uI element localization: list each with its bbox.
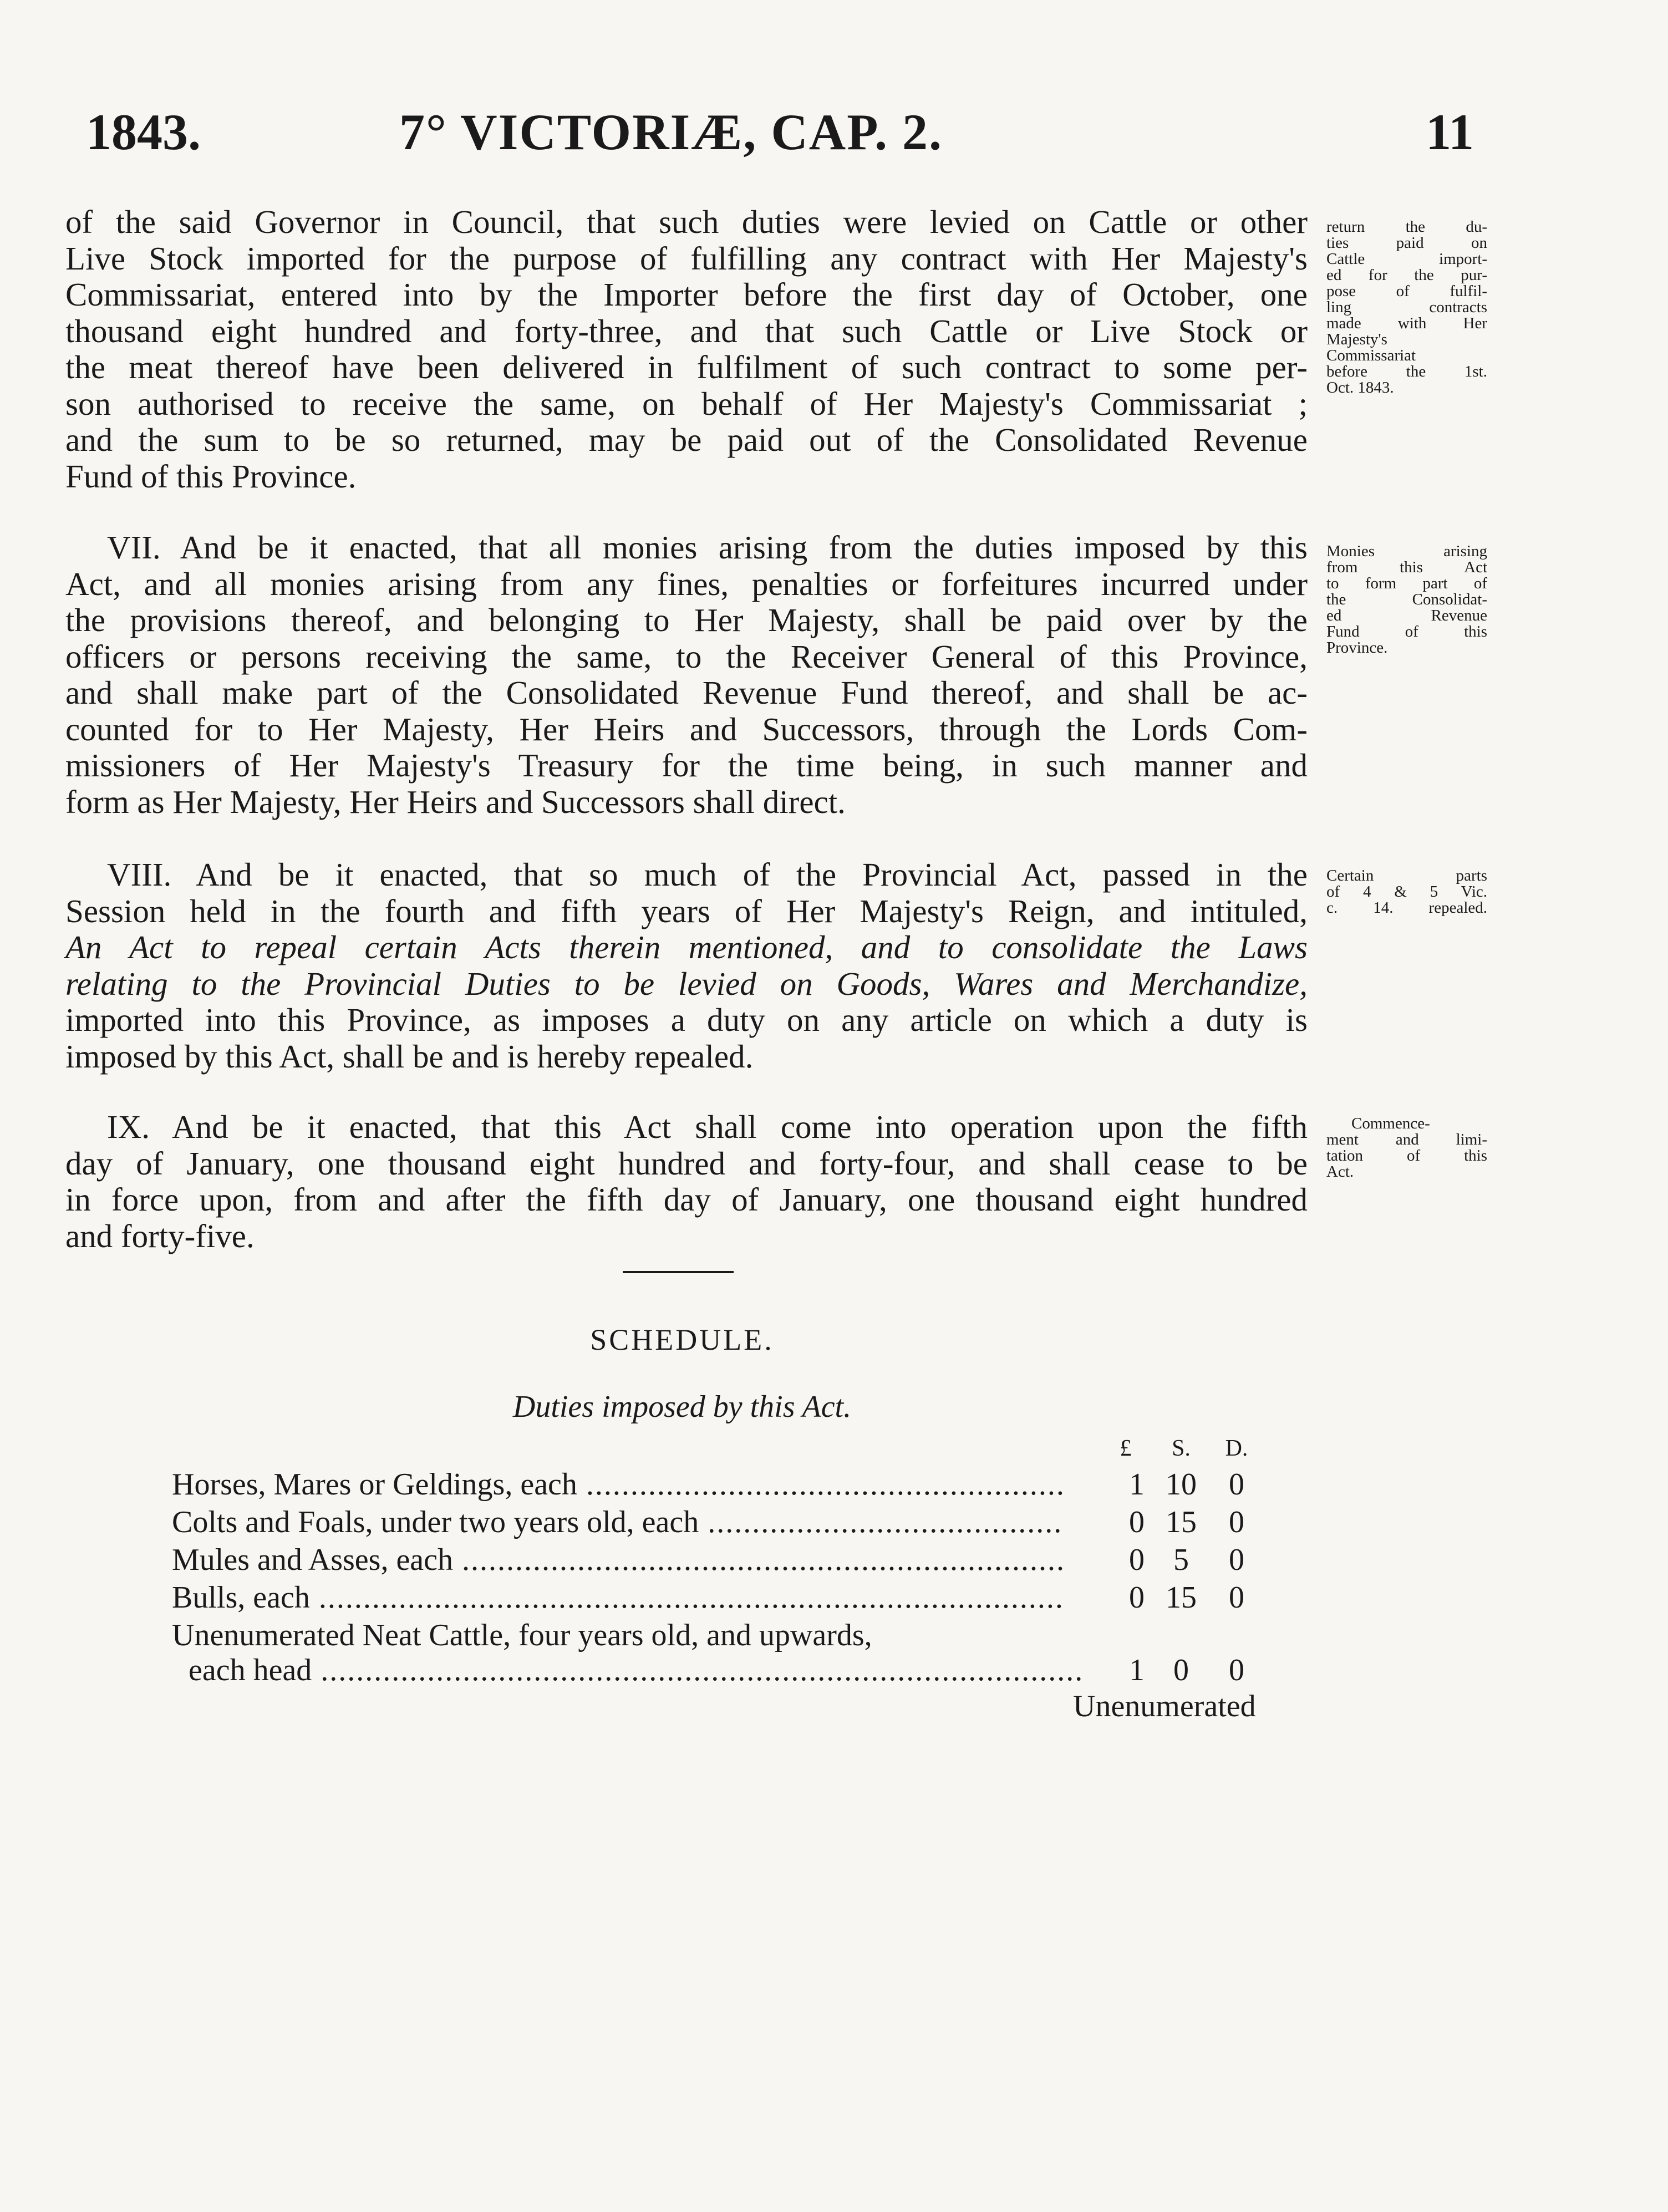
note-line: Act.: [1326, 1163, 1354, 1181]
schedule-subtitle: Duties imposed by this Act.: [512, 1390, 852, 1424]
amount-pounds: 1: [1129, 1467, 1145, 1502]
text-line: thousand eight hundred and forty-three, and that such Cattle or Live Stock or: [65, 312, 1308, 349]
text-line: imported into this Province, as imposes a duty on any article on which a duty is: [65, 1001, 1308, 1038]
text-line: form as Her Majesty, Her Heirs and Successors shall direct.: [65, 783, 846, 820]
note-line: ed Revenue: [1326, 607, 1487, 624]
schedule-row: [172, 1652, 1281, 1690]
pence-header: D.: [1225, 1436, 1248, 1461]
amount-pounds: 0: [1129, 1580, 1145, 1615]
header-title: 7° VICTORIÆ, CAP. 2.: [399, 104, 943, 160]
text-line: son authorised to receive the same, on behalf of Her Majesty's Commissariat ;: [65, 385, 1308, 422]
text-line: day of January, one thousand eight hundred and forty-four, and shall cease to be: [65, 1145, 1308, 1182]
marginal-note-commencement: [1326, 1116, 1487, 1180]
section-vii: [65, 530, 1308, 820]
marginal-note-return-duties: [1326, 219, 1487, 396]
schedule-item: Horses, Mares or Geldings, each .....: [172, 1467, 1065, 1502]
amount-pence: 0: [1229, 1580, 1244, 1615]
schedule-column-headers: [1103, 1435, 1270, 1468]
schedule-item: Bulls, each .....: [172, 1580, 1065, 1615]
note-line: Cattle import-: [1326, 250, 1487, 268]
note-line: before the 1st.: [1326, 363, 1487, 380]
note-line: tation of this: [1326, 1147, 1487, 1165]
text-line: the provisions thereof, and belonging to Her Majesty, shall be paid over by the: [65, 602, 1308, 638]
note-line: Commence-: [1351, 1115, 1430, 1132]
text-line: and shall make part of the Consolidated Revenue Fund thereof, and shall be ac-: [65, 674, 1308, 711]
amount-pounds: 1: [1129, 1653, 1145, 1687]
note-line: Commissariat: [1326, 347, 1416, 364]
marginal-note-monies: [1326, 543, 1487, 656]
schedule-row: [172, 1580, 1281, 1618]
page-number: 11: [1426, 104, 1474, 160]
note-line: return the du-: [1326, 218, 1487, 236]
schedule-row: [172, 1542, 1281, 1580]
note-line: from this Act: [1326, 558, 1487, 576]
note-line: to form part of: [1326, 574, 1487, 592]
text-line: in force upon, from and after the fifth day of January, one thousand eight hundred: [65, 1181, 1308, 1218]
note-line: Province.: [1326, 639, 1388, 657]
amount-shillings: 10: [1166, 1467, 1197, 1502]
text-line: of the said Governor in Council, that such duties were levied on Cattle or other: [65, 204, 1308, 240]
note-line: Monies arising: [1326, 542, 1487, 560]
text-line: VII. And be it enacted, that all monies arising from the duties imposed by this: [107, 529, 1308, 566]
schedule-item: each head .....: [172, 1652, 1081, 1688]
text-line: imposed by this Act, shall be and is hereby repealed.: [65, 1038, 754, 1075]
amount-pence: 0: [1229, 1653, 1244, 1687]
schedule-title: SCHEDULE.: [590, 1323, 774, 1356]
text-line: Session held in the fourth and fifth years of Her Majesty's Reign, and intituled,: [65, 892, 1308, 929]
note-line: ling contracts: [1326, 298, 1487, 316]
page-header: [0, 103, 1668, 164]
section-viii: [65, 857, 1308, 1075]
note-line: the Consolidat-: [1326, 591, 1487, 608]
amount-pounds: 0: [1129, 1505, 1145, 1539]
marginal-note-repealed: [1326, 868, 1487, 916]
note-line: made with Her: [1326, 314, 1487, 332]
note-line: ment and limi-: [1326, 1131, 1487, 1148]
amount-shillings: 5: [1173, 1543, 1189, 1577]
catchword: Unenumerated: [1073, 1689, 1256, 1723]
text-line: Live Stock imported for the purpose of fulfilling any contract with Her Majesty's: [65, 240, 1308, 277]
pounds-header: £: [1120, 1436, 1132, 1461]
text-line: Commissariat, entered into by the Importer before the first day of October, one: [65, 276, 1308, 313]
paragraph-continuation: [65, 204, 1308, 495]
schedule-row: [172, 1618, 1281, 1655]
amount-pence: 0: [1229, 1543, 1244, 1577]
note-line: c. 14. repealed.: [1326, 899, 1487, 917]
text-line: and the sum to be so returned, may be paid out of the Consolidated Revenue: [65, 421, 1308, 458]
note-line: Certain parts: [1326, 867, 1487, 884]
text-line: missioners of Her Majesty's Treasury for the time being, in such manner and: [65, 747, 1308, 784]
amount-pence: 0: [1229, 1467, 1244, 1502]
note-line: pose of fulfil-: [1326, 282, 1487, 300]
amount-shillings: 0: [1173, 1653, 1189, 1687]
note-line: Oct. 1843.: [1326, 379, 1394, 396]
note-line: ties paid on: [1326, 234, 1487, 252]
shillings-header: S.: [1172, 1436, 1191, 1461]
section-divider: [623, 1271, 734, 1273]
text-line: IX. And be it enacted, that this Act shall come into operation upon the fifth: [107, 1108, 1308, 1145]
text-line: and forty-five.: [65, 1217, 255, 1254]
text-line: An Act to repeal certain Acts therein mentioned, and to consolidate the Laws: [65, 929, 1308, 965]
text-line: Act, and all monies arising from any fines, penalties or forfeitures incurred under: [65, 565, 1308, 602]
note-line: Fund of this: [1326, 623, 1487, 640]
amount-pence: 0: [1229, 1505, 1244, 1539]
note-line: ed for the pur-: [1326, 266, 1487, 284]
amount-shillings: 15: [1166, 1505, 1197, 1539]
schedule-item: Mules and Asses, each .....: [172, 1542, 1065, 1578]
text-line: relating to the Provincial Duties to be levied on Goods, Wares and Merchandize,: [65, 965, 1308, 1002]
section-ix: [65, 1109, 1308, 1254]
amount-pounds: 0: [1129, 1543, 1145, 1577]
schedule-item: Unenumerated Neat Cattle, four years old, and upwards,: [172, 1618, 872, 1652]
text-line: counted for to Her Majesty, Her Heirs and Successors, through the Lords Com-: [65, 710, 1308, 747]
text-line: officers or persons receiving the same, to the Receiver General of this Province,: [65, 638, 1308, 675]
text-line: the meat thereof have been delivered in fulfilment of such contract to some per-: [65, 349, 1308, 385]
schedule-row: [172, 1467, 1281, 1504]
note-line: of 4 & 5 Vic.: [1326, 883, 1487, 901]
text-line: VIII. And be it enacted, that so much of the Provincial Act, passed in the: [107, 856, 1308, 893]
amount-shillings: 15: [1166, 1580, 1197, 1615]
text-line: Fund of this Province.: [65, 457, 357, 495]
schedule-row: [172, 1504, 1281, 1542]
schedule-item: Colts and Foals, under two years old, each .....: [172, 1504, 1065, 1540]
note-line: Majesty's: [1326, 330, 1387, 348]
header-year: 1843.: [86, 104, 201, 160]
